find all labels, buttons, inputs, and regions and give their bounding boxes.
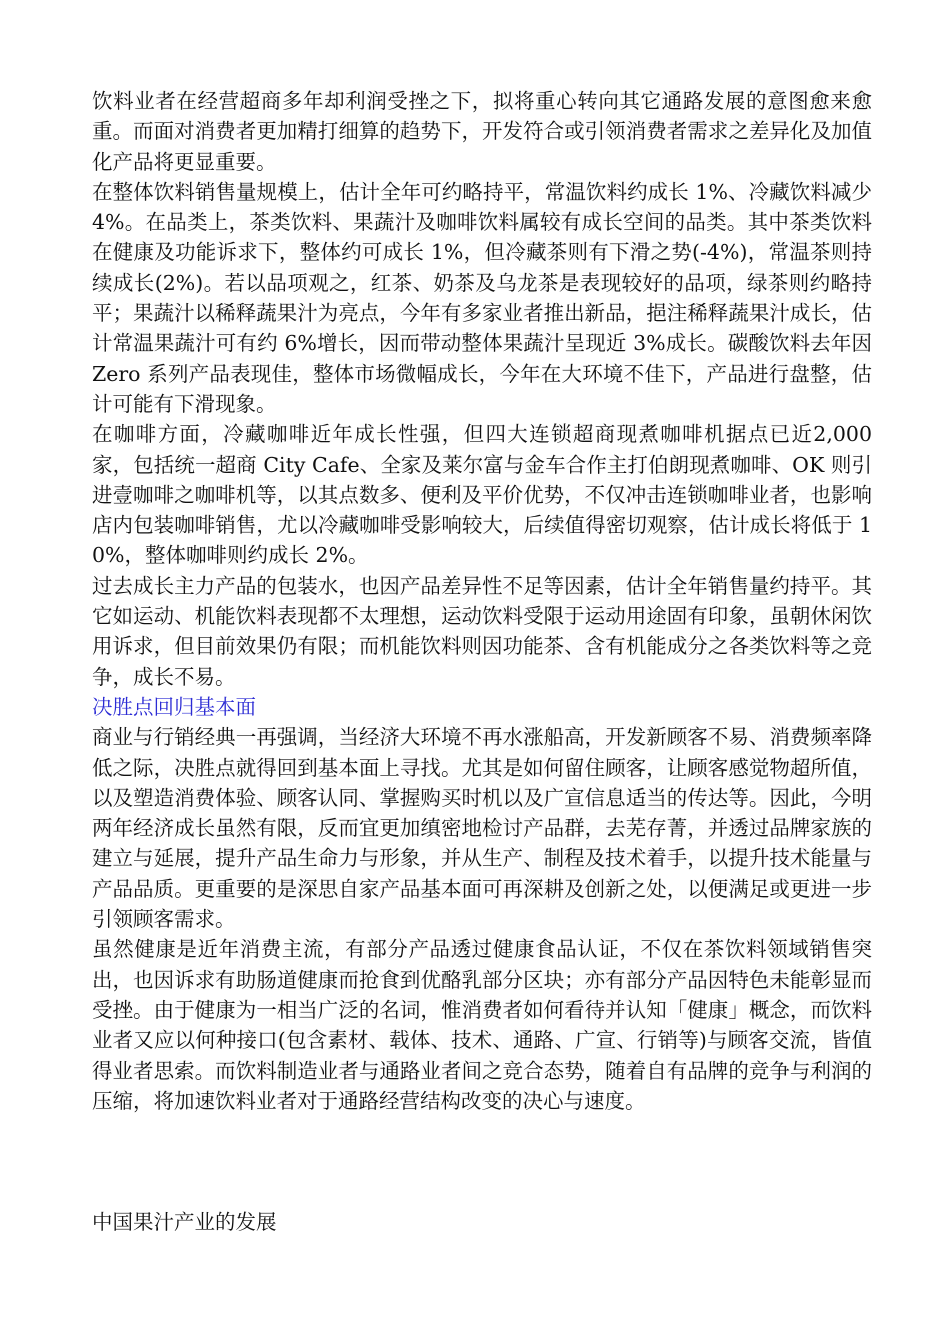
paragraph-intro: 饮料业者在经营超商多年却利润受挫之下，拟将重心转向其它通路发展的意图愈来愈重。而面对消费者更加精打细算的趋势下，开发符合或引领消费者需求之差异化及加值化产品将更显重要。 bbox=[92, 89, 872, 174]
section-heading: 决胜点回归基本面 bbox=[92, 694, 256, 719]
paragraph-market-overview: 在整体饮料销售量规模上，估计全年可约略持平，常温饮料约成长 1%、冷藏饮料减少 4%。在品类上，茶类饮料、果蔬汁及咖啡饮料属较有成长空间的品类。其中茶类饮料在健康及功能诉求下，整体约可成长 1%，但冷藏茶则有下滑之势(-4%)，常温茶则持续成长(2%)。若以品项观之，红茶、奶茶及乌龙茶是表现较好的品项，绿茶则约略持平；果蔬汁以稀释蔬果汁为亮点，今年有多家业者推出新品，挹注稀释蔬果汁成长，估计常温果蔬汁可有约 6%增长，因而带动整体果蔬汁呈现近 3%成长。碳酸饮料去年因 Zero 系列产品表现佳，整体市场微幅成长，今年在大环境不佳下，产品进行盘整，估计可能有下滑现象。 bbox=[92, 179, 872, 416]
paragraph-fundamentals: 商业与行销经典一再强调，当经济大环境不再水涨船高，开发新顾客不易、消费频率降低之际，决胜点就得回到基本面上寻找。尤其是如何留住顾客，让顾客感觉物超所值，以及塑造消费体验、顾客认同、掌握购买时机以及广宣信息适当的传达等。因此，今明两年经济成长虽然有限，反而宜更加缜密地检讨产品群，去芜存菁，并透过品牌家族的建立与延展，提升产品生命力与形象，并从生产、制程及技术着手，以提升技术能量与产品品质。更重要的是深思自家产品基本面可再深耕及创新之处，以便满足或更进一步引领顾客需求。 bbox=[92, 725, 872, 932]
paragraph-water-sports-drinks: 过去成长主力产品的包装水，也因产品差异性不足等因素，估计全年销售量约持平。其它如运动、机能饮料表现都不太理想，运动饮料受限于运动用途固有印象，虽朝休闲饮用诉求，但目前效果仍有限；而机能饮料则因功能茶、含有机能成分之各类饮料等之竞争，成长不易。 bbox=[92, 573, 872, 689]
paragraph-coffee: 在咖啡方面，冷藏咖啡近年成长性强，但四大连锁超商现煮咖啡机据点已近2,000 家，包括统一超商 City Cafe、全家及莱尔富与金车合作主打伯朗现煮咖啡、OK 则引进壹咖啡之咖啡机等，以其点数多、便利及平价优势，不仅冲击连锁咖啡业者，也影响店内包装咖啡销售，尤以冷藏咖啡受影响较大，后续值得密切观察，估计成长将低于 10%，整体咖啡则约成长 2%。 bbox=[92, 422, 872, 568]
paragraph-health: 虽然健康是近年消费主流，有部分产品透过健康食品认证，不仅在茶饮料领域销售突出，也因诉求有助肠道健康而抢食到优酪乳部分区块；亦有部分产品因特色未能彰显而受挫。由于健康为一相当广泛的名词，惟消费者如何看待并认知「健康」概念，而饮料业者又应以何种接口(包含素材、载体、技术、通路、广宣、行销等)与顾客交流，皆值得业者思索。而饮料制造业者与通路业者间之竞合态势，随着自有品牌的竞争与利润的压缩，将加速饮料业者对于通路经营结构改变的决心与速度。 bbox=[92, 937, 872, 1113]
next-section-title: 中国果汁产业的发展 bbox=[92, 1210, 277, 1234]
document-body bbox=[92, 86, 872, 1116]
